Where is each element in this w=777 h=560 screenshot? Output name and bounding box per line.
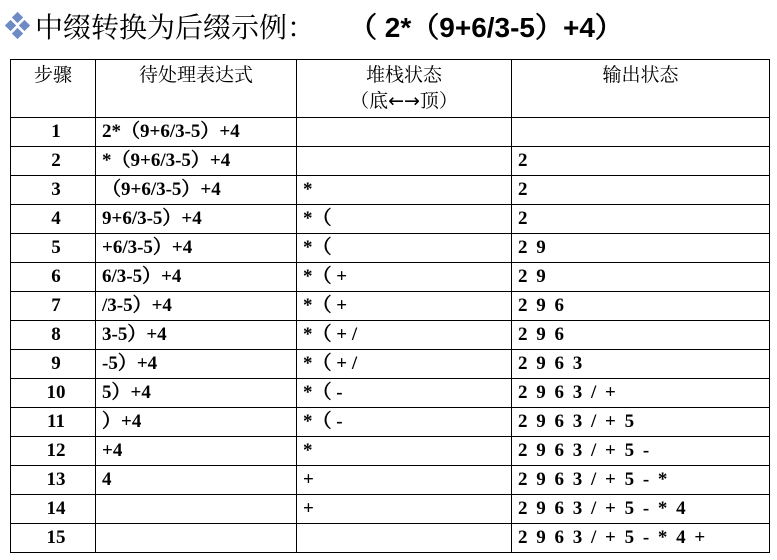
table-row: [11, 234, 770, 263]
stack-cell: [297, 147, 512, 176]
stack-cell: *（ + /: [297, 321, 512, 350]
step-cell: 2: [11, 147, 96, 176]
output-cell: 2: [512, 176, 770, 205]
step-cell: 10: [11, 379, 96, 408]
expression-cell: 3-5）+4: [96, 321, 297, 350]
table-row: [11, 408, 770, 437]
expression-cell: 4: [96, 466, 297, 495]
output-cell: 2 9 6: [512, 321, 770, 350]
table-row: [11, 118, 770, 147]
step-cell: 15: [11, 524, 96, 553]
output-cell: 2 9 6 3 / + 5 - * 4: [512, 495, 770, 524]
conversion-table: [10, 59, 770, 553]
output-cell: 2: [512, 147, 770, 176]
expression-cell: [96, 524, 297, 553]
table-row: [11, 466, 770, 495]
table-row: [11, 176, 770, 205]
output-cell: 2 9 6: [512, 292, 770, 321]
step-cell: 7: [11, 292, 96, 321]
expression-cell: 6/3-5）+4: [96, 263, 297, 292]
page-title: [4, 6, 623, 46]
output-cell: 2: [512, 205, 770, 234]
expression-cell: 9+6/3-5）+4: [96, 205, 297, 234]
step-cell: 9: [11, 350, 96, 379]
expression-cell: 5）+4: [96, 379, 297, 408]
expression-cell: （9+6/3-5）+4: [96, 176, 297, 205]
title-expression: （ 2*（9+6/3-5）+4）: [349, 12, 623, 43]
stack-cell: *: [297, 437, 512, 466]
step-cell: 14: [11, 495, 96, 524]
expression-cell: *（9+6/3-5）+4: [96, 147, 297, 176]
table-header-row: [11, 60, 770, 118]
table-row: [11, 495, 770, 524]
step-cell: 5: [11, 234, 96, 263]
step-cell: 8: [11, 321, 96, 350]
table-row: [11, 292, 770, 321]
stack-cell: *（ +: [297, 263, 512, 292]
output-cell: 2 9: [512, 234, 770, 263]
step-cell: 13: [11, 466, 96, 495]
table-row: [11, 437, 770, 466]
expression-cell: -5）+4: [96, 350, 297, 379]
table-row: [11, 524, 770, 553]
step-cell: 1: [11, 118, 96, 147]
output-cell: 2 9 6 3 / + 5 - * 4 +: [512, 524, 770, 553]
expression-cell: +4: [96, 437, 297, 466]
stack-cell: *（: [297, 205, 512, 234]
stack-cell: *: [297, 176, 512, 205]
table-row: [11, 379, 770, 408]
expression-cell: ）+4: [96, 408, 297, 437]
output-cell: 2 9 6 3 / + 5 -: [512, 437, 770, 466]
output-cell: [512, 118, 770, 147]
stack-cell: *（ +: [297, 292, 512, 321]
table-row: [11, 321, 770, 350]
header-expression: 待处理表达式: [96, 60, 297, 118]
header-output: 输出状态: [512, 60, 770, 118]
output-cell: 2 9: [512, 263, 770, 292]
stack-cell: *（ -: [297, 408, 512, 437]
stack-cell: [297, 524, 512, 553]
step-cell: 3: [11, 176, 96, 205]
header-stack-label: 堆栈状态: [365, 64, 442, 86]
table-row: [11, 350, 770, 379]
table-body: [11, 118, 770, 553]
step-cell: 4: [11, 205, 96, 234]
step-cell: 6: [11, 263, 96, 292]
expression-cell: +6/3-5）+4: [96, 234, 297, 263]
stack-cell: +: [297, 466, 512, 495]
title-text: 中缀转换为后缀示例：: [35, 11, 316, 44]
table-row: [11, 205, 770, 234]
output-cell: 2 9 6 3 / + 5 - *: [512, 466, 770, 495]
output-cell: 2 9 6 3 / +: [512, 379, 770, 408]
output-cell: 2 9 6 3 / + 5: [512, 408, 770, 437]
table-row: [11, 147, 770, 176]
expression-cell: /3-5）+4: [96, 292, 297, 321]
header-stack-sublabel: （底←→顶）: [350, 90, 458, 112]
header-step: 步骤: [11, 60, 96, 118]
stack-cell: *（ -: [297, 379, 512, 408]
stack-cell: *（ + /: [297, 350, 512, 379]
stack-cell: +: [297, 495, 512, 524]
diamond-bullet-icon: [4, 12, 31, 40]
expression-cell: 2*（9+6/3-5）+4: [96, 118, 297, 147]
step-cell: 12: [11, 437, 96, 466]
stack-cell: [297, 118, 512, 147]
expression-cell: [96, 495, 297, 524]
stack-cell: *（: [297, 234, 512, 263]
step-cell: 11: [11, 408, 96, 437]
output-cell: 2 9 6 3: [512, 350, 770, 379]
table-row: [11, 263, 770, 292]
header-stack: [297, 60, 512, 118]
